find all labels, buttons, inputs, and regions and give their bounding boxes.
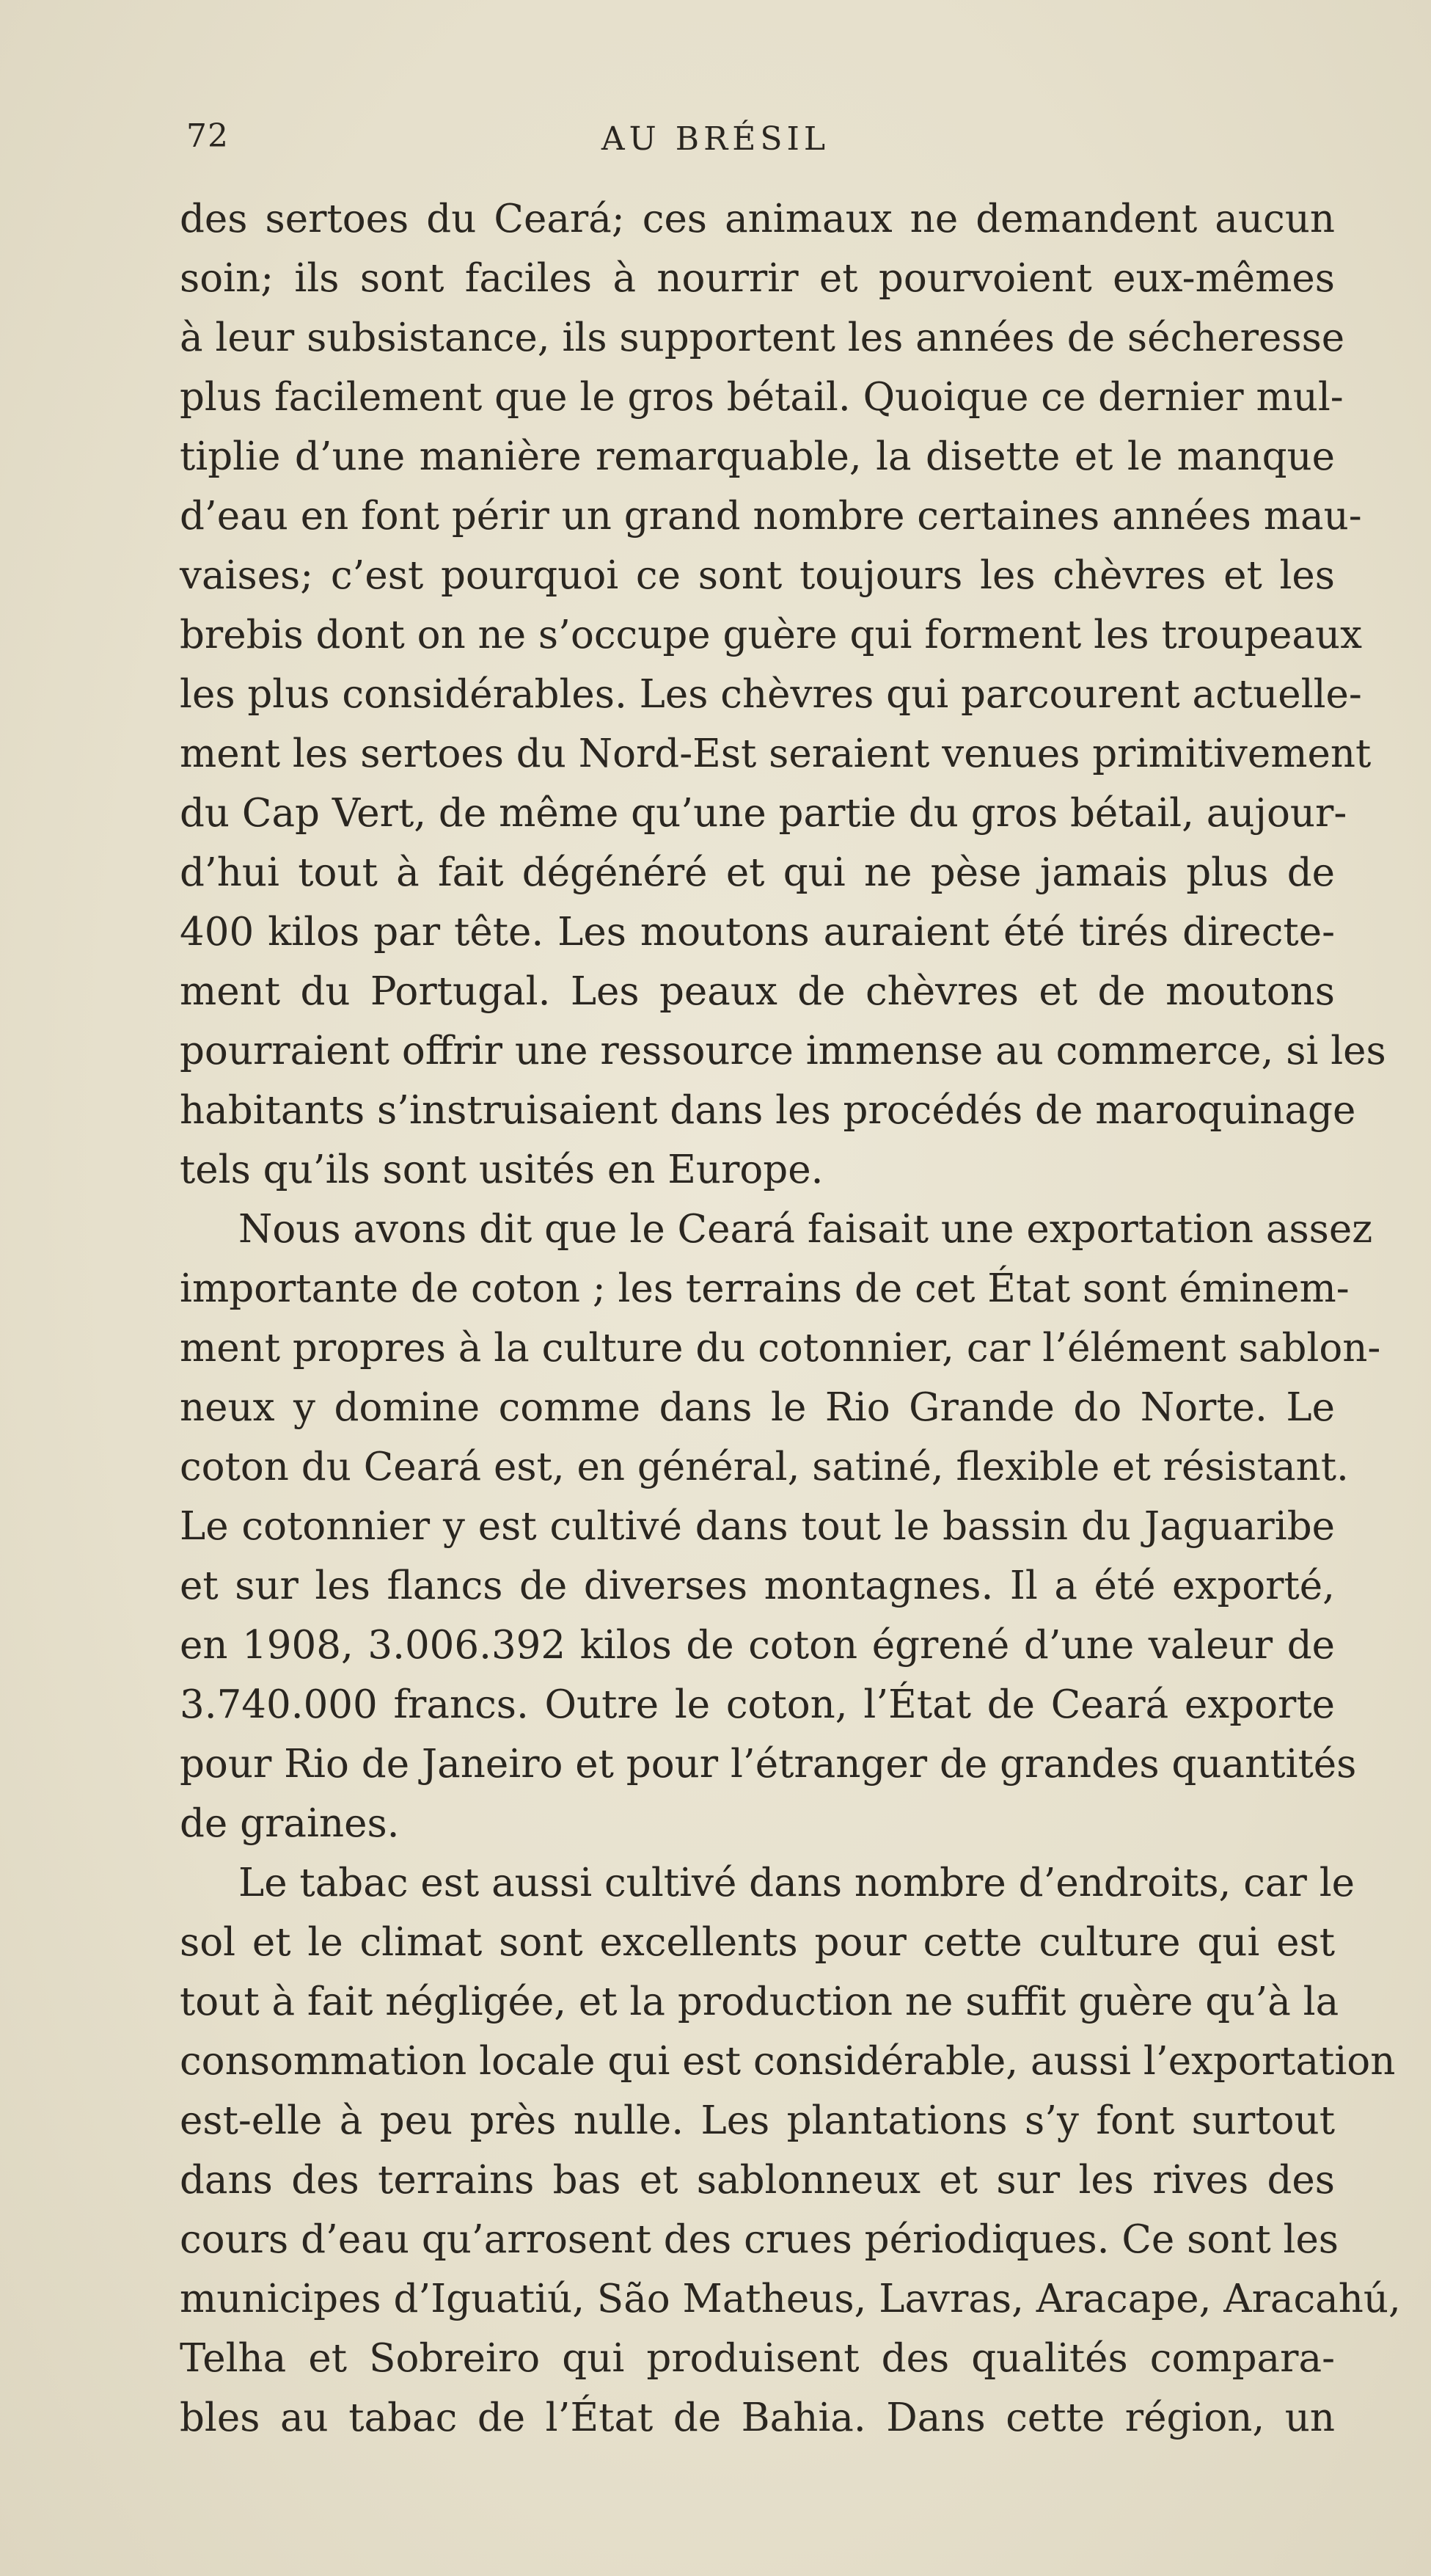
text-line: des sertoes du Ceará; ces animaux ne demandent aucun: [180, 197, 1335, 241]
text-line: 3.740.000 francs. Outre le coton, l’État de Ceará exporte: [180, 1682, 1335, 1727]
text-line: consommation locale qui est considérable, aussi l’exportation: [180, 2039, 1396, 2084]
text-line: vaises; c’est pourquoi ce sont toujours les chèvres et les: [180, 553, 1335, 598]
text-line: habitants s’instruisaient dans les procédés de maroquinage: [180, 1088, 1356, 1133]
text-line: sol et le climat sont excellents pour cette culture qui est: [180, 1920, 1335, 1965]
text-line: d’eau en font périr un grand nombre certaines années mau-: [180, 494, 1362, 539]
text-line: ment propres à la culture du cotonnier, car l’élément sablon-: [180, 1326, 1381, 1371]
running-head: [0, 117, 1431, 161]
text-line: coton du Ceará est, en général, satiné, flexible et résistant.: [180, 1445, 1349, 1489]
text-line: soin; ils sont faciles à nourrir et pourvoient eux-mêmes: [180, 256, 1335, 301]
running-title: AU BRÉSIL: [601, 120, 830, 158]
text-line: municipes d’Iguatiú, São Matheus, Lavras, Aracape, Aracahú,: [180, 2277, 1401, 2321]
text-line: les plus considérables. Les chèvres qui parcourent actuelle-: [180, 672, 1362, 717]
text-line: ment les sertoes du Nord-Est seraient venues primitivement: [180, 731, 1372, 776]
text-line: et sur les flancs de diverses montagnes. Il a été exporté,: [180, 1564, 1335, 1608]
text-line: dans des terrains bas et sablonneux et sur les rives des: [180, 2158, 1335, 2203]
text-line: du Cap Vert, de même qu’une partie du gros bétail, aujour-: [180, 791, 1347, 836]
text-line: ment du Portugal. Les peaux de chèvres et de moutons: [180, 969, 1335, 1014]
text-line: tels qu’ils sont usités en Europe.: [180, 1147, 824, 1192]
text-line: tiplie d’une manière remarquable, la disette et le manque: [180, 434, 1335, 479]
text-line: bles au tabac de l’État de Bahia. Dans cette région, un: [180, 2396, 1335, 2440]
text-line: de graines.: [180, 1801, 400, 1846]
text-line: Le tabac est aussi cultivé dans nombre d’endroits, car le: [238, 1861, 1355, 1905]
text-line: Telha et Sobreiro qui produisent des qualités compara-: [180, 2336, 1335, 2381]
text-line: neux y domine comme dans le Rio Grande do Norte. Le: [180, 1385, 1335, 1430]
text-line: en 1908, 3.006.392 kilos de coton égrené d’une valeur de: [180, 1623, 1335, 1668]
page-number: 72: [186, 117, 229, 155]
text-line: d’hui tout à fait dégénéré et qui ne pèse jamais plus de: [180, 850, 1335, 895]
text-line: plus facilement que le gros bétail. Quoique ce dernier mul-: [180, 375, 1344, 420]
text-line: importante de coton ; les terrains de cet État sont éminem-: [180, 1266, 1350, 1311]
text-line: à leur subsistance, ils supportent les années de sécheresse: [180, 315, 1345, 360]
text-line: Le cotonnier y est cultivé dans tout le bassin du Jaguaribe: [180, 1504, 1335, 1549]
text-line: est-elle à peu près nulle. Les plantations s’y font surtout: [180, 2098, 1335, 2143]
text-line: cours d’eau qu’arrosent des crues périodiques. Ce sont les: [180, 2217, 1339, 2262]
body-text: [180, 189, 1401, 2448]
text-line: 400 kilos par tête. Les moutons auraient été tirés directe-: [180, 910, 1335, 955]
text-line: pourraient offrir une ressource immense au commerce, si les: [180, 1029, 1386, 1073]
text-line: pour Rio de Janeiro et pour l’étranger de grandes quantités: [180, 1742, 1357, 1787]
text-line: brebis dont on ne s’occupe guère qui forment les troupeaux: [180, 613, 1363, 657]
text-line: tout à fait négligée, et la production ne suffit guère qu’à la: [180, 1980, 1339, 2024]
text-line: Nous avons dit que le Ceará faisait une exportation assez: [238, 1207, 1373, 1252]
